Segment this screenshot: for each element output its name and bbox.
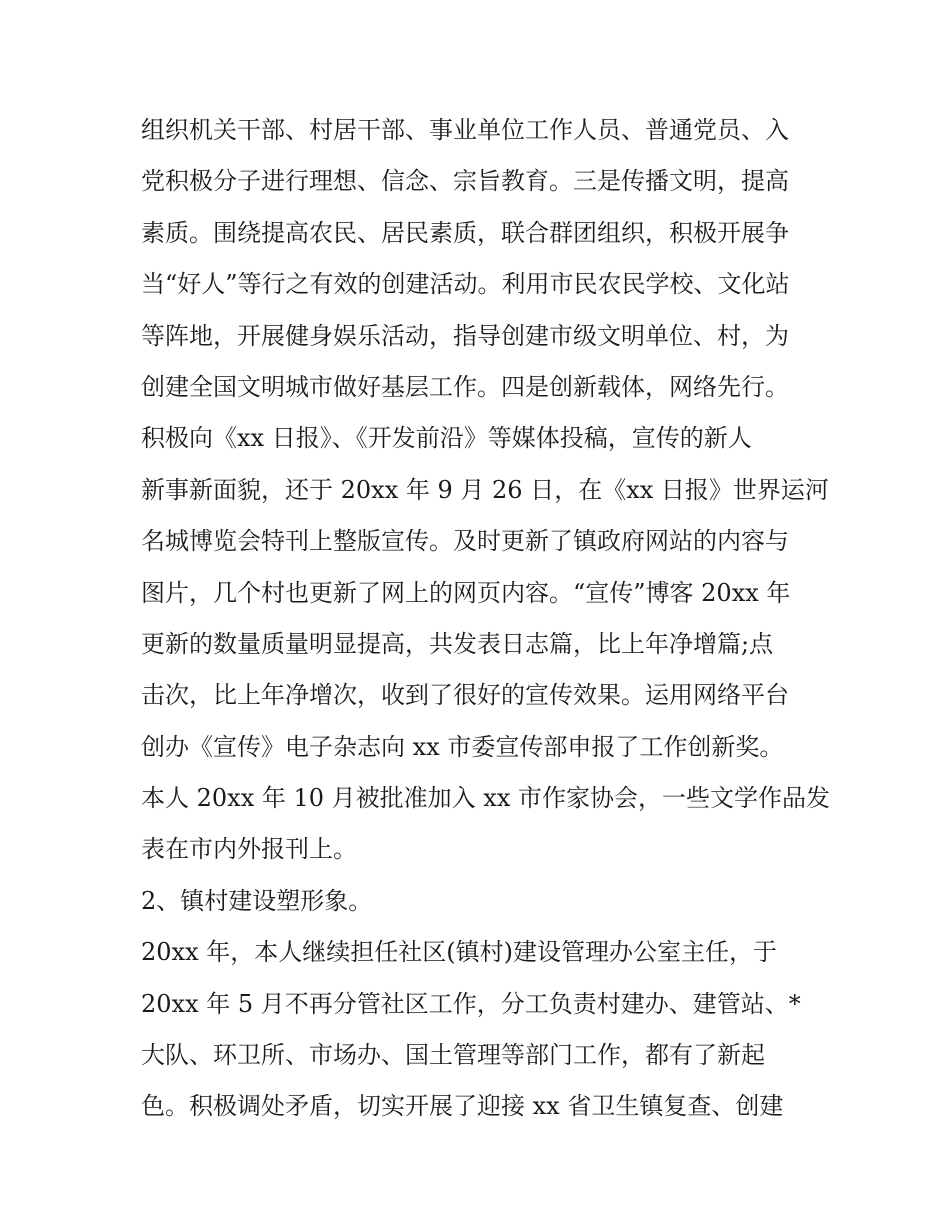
text-line: 20xx 年 5 月不再分管社区工作，分工负责村建办、建管站、*	[141, 989, 801, 1018]
text-line: 积极向《xx 日报》、《开发前沿》等媒体投稿，宣传的新人	[141, 424, 752, 453]
text-line: 击次，比上年净增次，收到了很好的宣传效果。运用网络平台	[141, 681, 789, 710]
text-line: 表在市内外报刊上。	[141, 835, 357, 864]
text-line: 本人 20xx 年 10 月被批准加入 xx 市作家协会，一些文学作品发	[141, 784, 830, 813]
text-line: 新事新面貌，还于 20xx 年 9 月 26 日，在《xx 日报》世界运河	[141, 475, 829, 504]
body-text	[141, 105, 830, 1133]
text-line: 名城博览会特刊上整版宣传。及时更新了镇政府网站的内容与	[141, 527, 789, 556]
text-line: 组织机关干部、村居干部、事业单位工作人员、普通党员、入	[141, 116, 789, 144]
text-line: 图片，几个村也更新了网上的网页内容。“宣传”博客 20xx 年	[141, 578, 791, 607]
text-line: 创办《宣传》电子杂志向 xx 市委宣传部申报了工作创新奖。	[141, 732, 784, 761]
text-line: 等阵地，开展健身娱乐活动，指导创建市级文明单位、村，为	[141, 321, 789, 350]
text-line: 党积极分子进行理想、信念、宗旨教育。三是传播文明，提高	[141, 167, 789, 196]
text-line: 大队、环卫所、市场办、国土管理等部门工作，都有了新起	[141, 1041, 765, 1070]
text-line: 素质。围绕提高农民、居民素质，联合群团组织，积极开展争	[141, 218, 789, 247]
text-line: 当“好人”等行之有效的创建活动。利用市民农民学校、文化站	[141, 270, 790, 299]
text-line: 色。积极调处矛盾，切实开展了迎接 xx 省卫生镇复查、创建	[141, 1092, 784, 1121]
text-line: 创建全国文明城市做好基层工作。四是创新载体，网络先行。	[141, 372, 789, 401]
text-line: 20xx 年，本人继续担任社区(镇村)建设管理办公室主任，于	[141, 938, 777, 967]
text-line: 更新的数量质量明显提高，共发表日志篇，比上年净增篇;点	[141, 629, 774, 658]
section-heading: 2、镇村建设塑形象。	[141, 886, 373, 915]
